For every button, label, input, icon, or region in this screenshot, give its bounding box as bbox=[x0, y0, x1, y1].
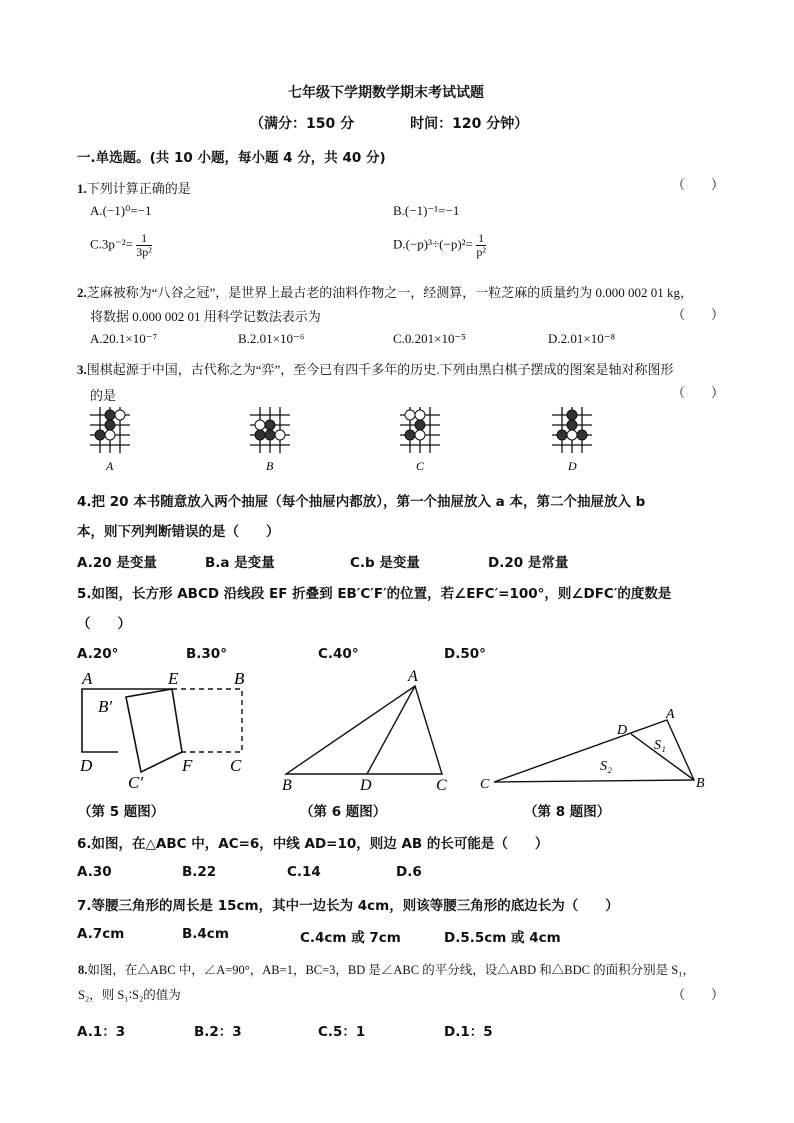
option-a: A.20.1×10⁻⁷ bbox=[90, 331, 158, 346]
option-d: D.2.01×10⁻⁸ bbox=[548, 331, 616, 346]
label-c: C bbox=[436, 777, 447, 794]
page-title: 七年级下学期数学期末考试试题 bbox=[288, 85, 484, 101]
option-b: B.a 是变量 bbox=[205, 555, 275, 571]
option-c bbox=[90, 232, 152, 259]
figure-8 bbox=[480, 707, 705, 792]
pattern-label-a: A bbox=[106, 459, 114, 473]
option-b: B.2.01×10⁻⁶ bbox=[238, 331, 305, 346]
question-stem: 下列计算正确的是 bbox=[86, 181, 191, 196]
option-c: C.4cm 或 7cm bbox=[300, 930, 401, 946]
fraction bbox=[136, 232, 152, 259]
go-patterns-figure bbox=[80, 405, 720, 475]
option-d: D.1：5 bbox=[444, 1024, 493, 1040]
question-stem-line2: 的是 bbox=[90, 388, 117, 403]
option-b: B.2：3 bbox=[194, 1024, 242, 1040]
option-d bbox=[393, 232, 486, 259]
option-c: C.5：1 bbox=[318, 1024, 366, 1040]
fraction-denominator: p² bbox=[476, 245, 486, 259]
option-c: C.40° bbox=[318, 646, 359, 662]
go-pattern-d bbox=[552, 407, 592, 473]
question-stem-line2: 将数据 0.000 002 01 用科学记数法表示为 bbox=[90, 309, 321, 324]
pattern-label-b: B bbox=[266, 459, 274, 473]
label-c-prime: C′ bbox=[128, 773, 144, 792]
label-b: B bbox=[282, 777, 292, 794]
question-stem: 7.等腰三角形的周长是 15cm，其中一边长为 4cm，则该等腰三角形的底边长为（ ） bbox=[77, 898, 619, 914]
option-a: A.30 bbox=[77, 864, 112, 880]
label-d: D bbox=[617, 723, 628, 738]
option-c: C.b 是变量 bbox=[350, 555, 420, 571]
figure-5 bbox=[79, 669, 245, 792]
option-d: D.20 是常量 bbox=[488, 555, 569, 571]
label-b: B bbox=[696, 776, 705, 791]
pattern-label-d: D bbox=[568, 459, 577, 473]
section-heading: 一.单选题。(共 10 小题，每小题 4 分，共 40 分) bbox=[77, 150, 386, 166]
label-a: A bbox=[666, 707, 675, 722]
label-a: A bbox=[408, 668, 418, 685]
label-c: C bbox=[480, 777, 490, 792]
option-a: A.20 是变量 bbox=[77, 555, 157, 571]
option-c-text: C.3p⁻²= bbox=[90, 236, 134, 252]
question-stem-line1: 围棋起源于中国，古代称之为“弈”，至今已有四千多年的历史.下列由黑白棋子摆成的图案是轴对称图形 bbox=[86, 362, 674, 377]
answer-blank: （ ） bbox=[672, 177, 725, 192]
option-b: B.30° bbox=[186, 646, 227, 662]
option-a: A.7cm bbox=[77, 926, 125, 942]
fraction-numerator: 1 bbox=[136, 232, 152, 246]
figure-6 bbox=[282, 668, 447, 794]
figure-8-caption: （第 8 题图） bbox=[524, 804, 611, 820]
label-s1: S₁ bbox=[654, 738, 666, 753]
answer-blank: （ ） bbox=[672, 987, 725, 1002]
fraction bbox=[476, 232, 486, 259]
fraction-denominator: 3p² bbox=[136, 245, 152, 259]
go-pattern-b bbox=[250, 407, 290, 473]
answer-blank: （ ） bbox=[672, 307, 725, 322]
label-a: A bbox=[82, 669, 93, 688]
figures-row bbox=[70, 664, 730, 796]
option-c: C.14 bbox=[287, 864, 321, 880]
question-number: 8. bbox=[78, 963, 88, 977]
option-a: A.(−1)⁰=−1 bbox=[90, 203, 152, 218]
question-number: 2. bbox=[77, 285, 87, 300]
label-b-prime: B′ bbox=[98, 697, 113, 716]
question-stem-line2: S₂，则 S₁∶S₂的值为 bbox=[78, 988, 181, 1002]
option-d: D.6 bbox=[396, 864, 422, 880]
question-stem-line1: 4.把 20 本书随意放入两个抽屉（每个抽屉内都放），第一个抽屉放入 a 本，第二个抽屉放入 b bbox=[77, 494, 646, 510]
question-stem: 6.如图，在△ABC 中，AC=6，中线 AD=10，则边 AB 的长可能是（ ） bbox=[77, 836, 549, 852]
option-a: A.20° bbox=[77, 646, 119, 662]
question-stem-line1: 如图，在△ABC 中，∠A=90°，AB=1，BC=3，BD 是∠ABC 的平分线，设△ABD 和△BDC 的面积分别是 S₁， bbox=[87, 963, 696, 977]
question-stem-line2: 本，则下列判断错误的是（ ） bbox=[77, 524, 280, 540]
label-d: D bbox=[80, 756, 93, 775]
option-b: B.4cm bbox=[182, 926, 229, 942]
option-b: B.(−1)⁻¹=−1 bbox=[393, 203, 460, 218]
question-stem-line1: 5.如图，长方形 ABCD 沿线段 EF 折叠到 EB′C′F′的位置，若∠EFC′=100°，则∠DFC′的度数是 bbox=[77, 586, 672, 602]
label-f: F bbox=[182, 756, 193, 775]
go-pattern-c bbox=[400, 407, 440, 473]
fraction-numerator: 1 bbox=[478, 231, 485, 245]
option-d-text: D.(−p)³÷(−p)²= bbox=[393, 236, 473, 252]
label-s2: S₂ bbox=[600, 759, 612, 774]
label-e: E bbox=[168, 669, 179, 688]
figure-5-caption: （第 5 题图） bbox=[78, 804, 165, 820]
option-d: D.50° bbox=[444, 646, 486, 662]
answer-blank: （ ） bbox=[672, 385, 725, 400]
go-pattern-a bbox=[90, 407, 130, 473]
label-c: C bbox=[230, 756, 242, 775]
label-b: B bbox=[234, 669, 245, 688]
question-number: 1. bbox=[77, 181, 87, 196]
option-d: D.5.5cm 或 4cm bbox=[444, 930, 561, 946]
figure-6-caption: （第 6 题图） bbox=[300, 804, 387, 820]
option-c: C.0.201×10⁻⁵ bbox=[393, 331, 466, 346]
option-a: A.1：3 bbox=[77, 1024, 126, 1040]
question-number: 3. bbox=[77, 362, 87, 377]
question-stem-line1: 芝麻被称为“八谷之冠”，是世界上最古老的油料作物之一，经测算，一粒芝麻的质量约为 0.000 002 01 kg， bbox=[86, 285, 694, 300]
label-d: D bbox=[360, 777, 372, 794]
question-stem-line2: （ ） bbox=[77, 616, 131, 632]
option-b: B.22 bbox=[182, 864, 217, 880]
pattern-label-c: C bbox=[416, 459, 425, 473]
exam-meta: （满分：150 分 时间：120 分钟） bbox=[250, 116, 529, 132]
